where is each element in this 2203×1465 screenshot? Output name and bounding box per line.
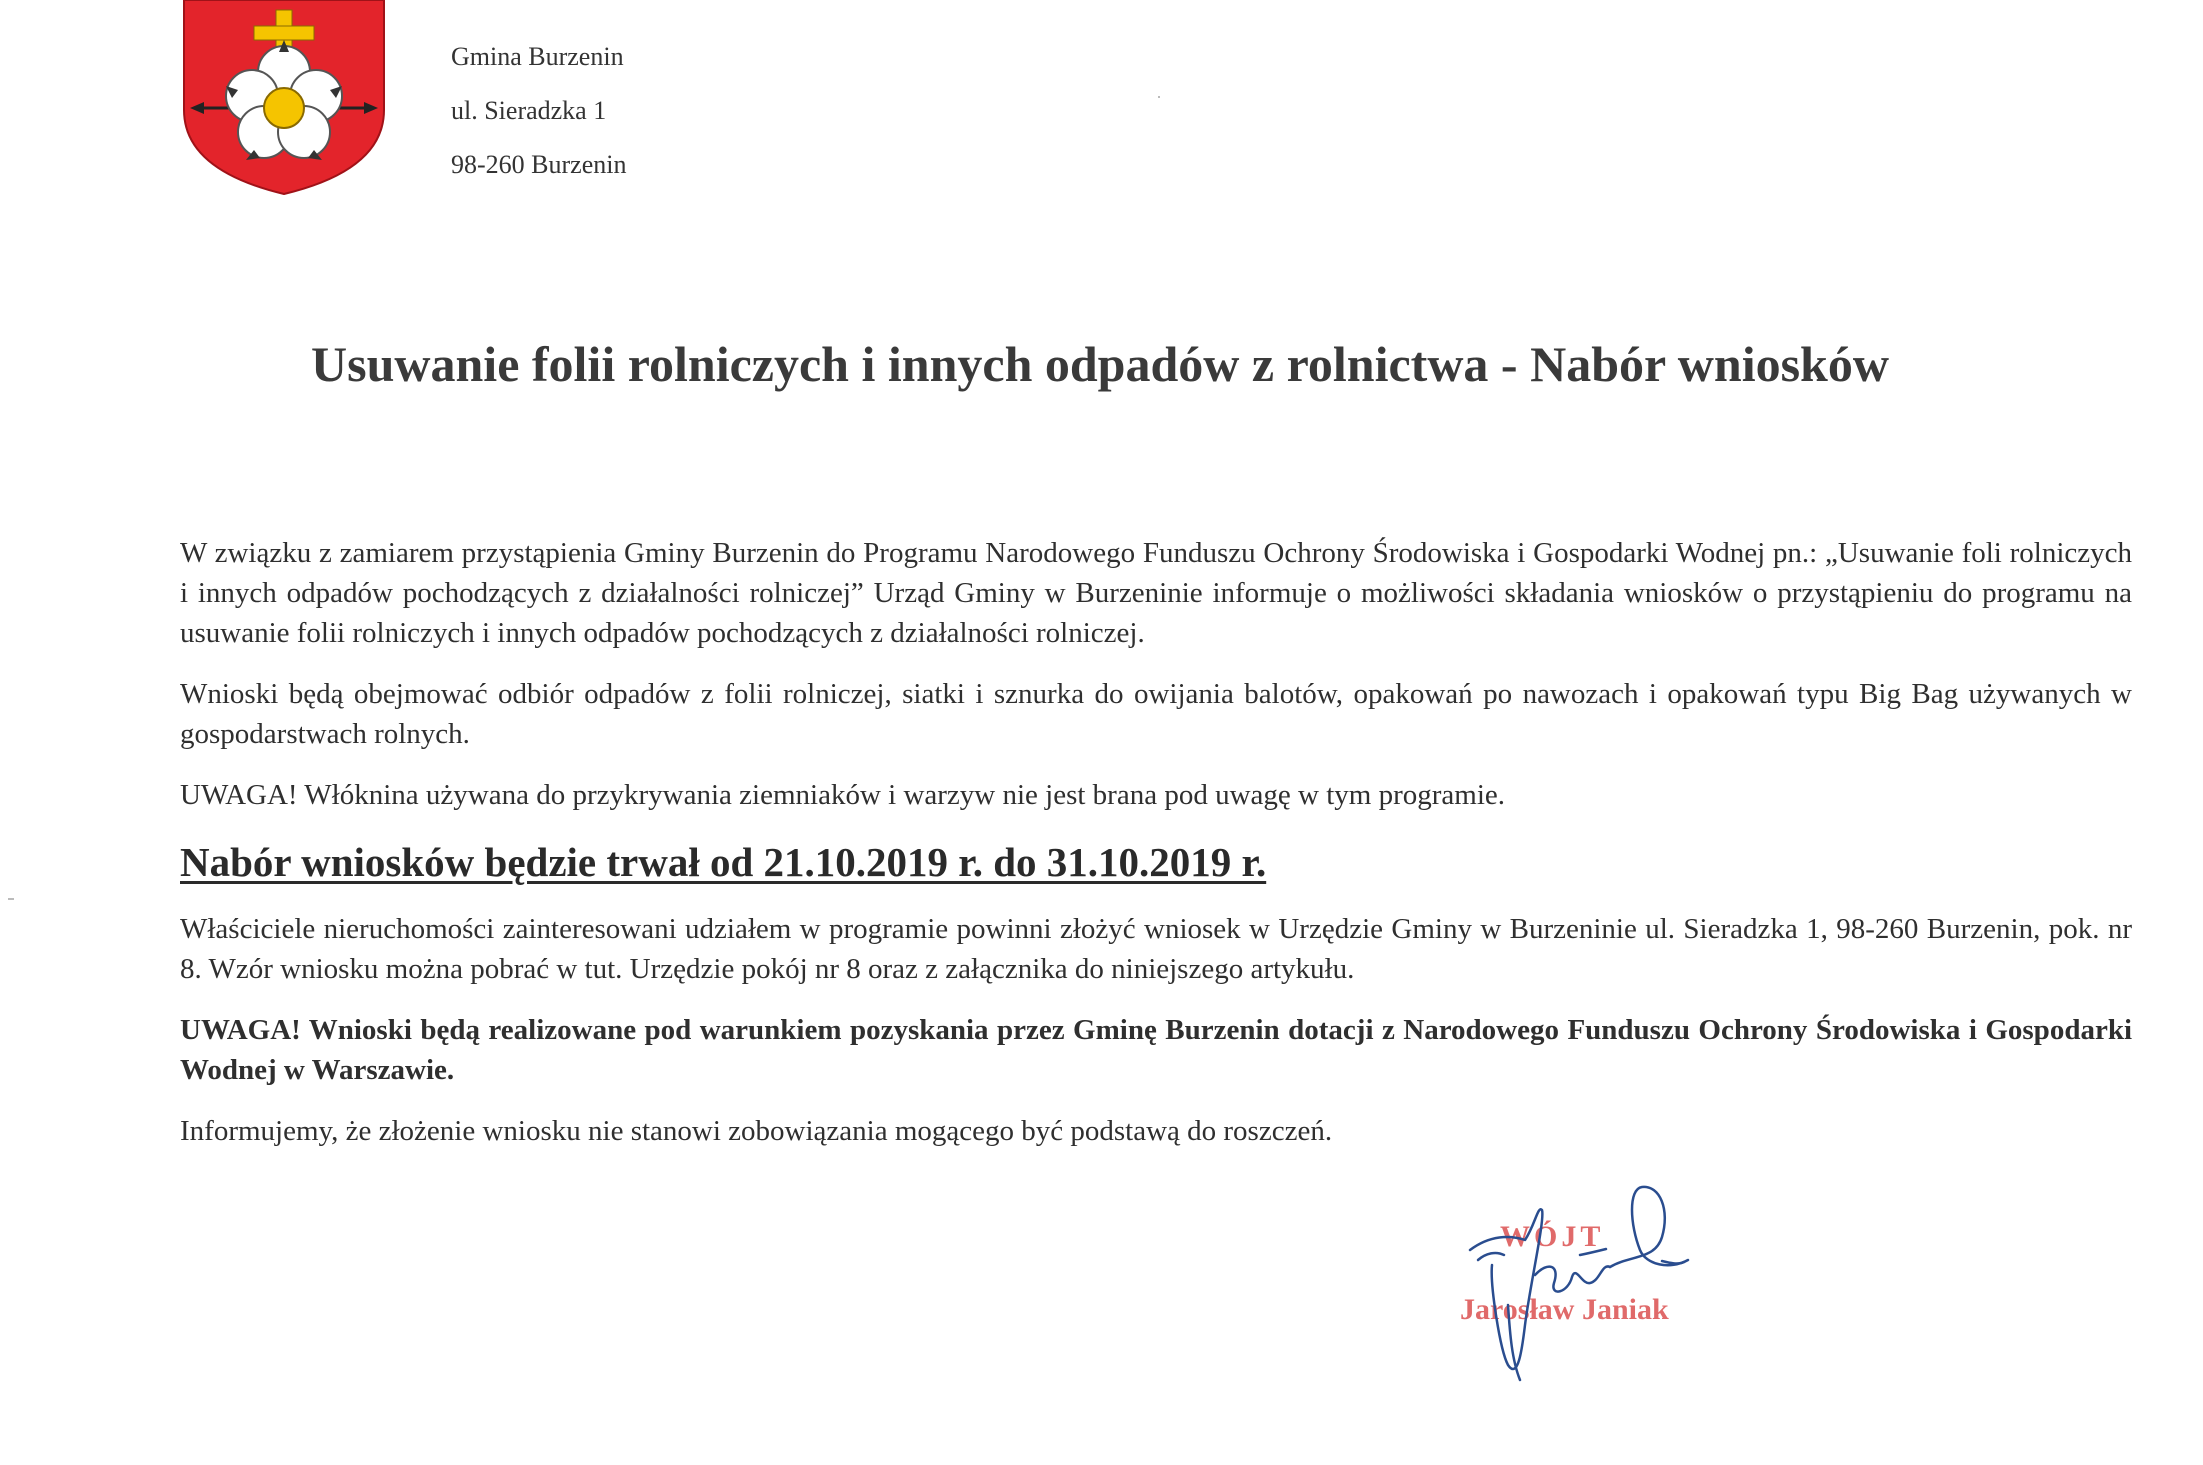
coat-of-arms-logo <box>180 0 388 196</box>
address-line-street: ul. Sieradzka 1 <box>451 96 607 125</box>
address-block <box>451 30 626 192</box>
stamp-title: WÓJT <box>1500 1220 1605 1253</box>
document-body <box>180 533 2132 1172</box>
address-line-city: 98-260 Burzenin <box>451 150 627 179</box>
paragraph-intro: W związku z zamiarem przystąpienia Gminy Burzenin do Programu Narodowego Funduszu Ochrony Środowiska i Gospodarki Wodnej pn.: „Usuwanie foli rolniczych i innych odpadów pochodzących z działalności rolniczej” Urząd Gminy w Burzeninie informuje o możliwości składania wniosków o przystąpieniu do programu na usuwanie folii rolniczych i innych odpadów pochodzących z działalności rolniczej. <box>180 537 2132 649</box>
handwritten-signature <box>1430 1165 1730 1395</box>
document-title: Usuwanie folii rolniczych i innych odpadów z rolnictwa - Nabór wniosków <box>311 336 1889 392</box>
paragraph-application-period: Nabór wniosków będzie trwał od 21.10.2019 r. do 31.10.2019 r. <box>180 839 1267 885</box>
paragraph-scope: Wnioski będą obejmować odbiór odpadów z folii rolniczej, siatki i sznurka do owijania balotów, opakowań po nawozach i opakowań typu Big Bag używanych w gospodarstwach rolnych. <box>180 678 2132 750</box>
address-line-municipality: Gmina Burzenin <box>451 42 624 71</box>
paragraph-submission-info: Właściciele nieruchomości zainteresowani udziałem w programie powinni złożyć wniosek w Urzędzie Gminy w Burzeninie ul. Sieradzka 1, 98-260 Burzenin, pok. nr 8. Wzór wniosku można pobrać w tut. Urzędzie pokój nr 8 oraz z załącznika do niniejszego artykułu. <box>180 913 2132 985</box>
paragraph-warning-nonwoven: UWAGA! Włóknina używana do przykrywania ziemniaków i warzyw nie jest brana pod uwagę w tym programie. <box>180 779 1505 811</box>
scan-speck <box>8 898 14 900</box>
paragraph-warning-funding: UWAGA! Wnioski będą realizowane pod warunkiem pozyskania przez Gminę Burzenin dotacji z Narodowego Funduszu Ochrony Środowiska i Gospodarki Wodnej w Warszawie. <box>180 1014 2132 1086</box>
scan-speck <box>1158 96 1160 98</box>
paragraph-disclaimer: Informujemy, że złożenie wniosku nie stanowi zobowiązania mogącego być podstawą do roszczeń. <box>180 1115 1333 1147</box>
stamp-name: Jarosław Janiak <box>1460 1293 1669 1326</box>
